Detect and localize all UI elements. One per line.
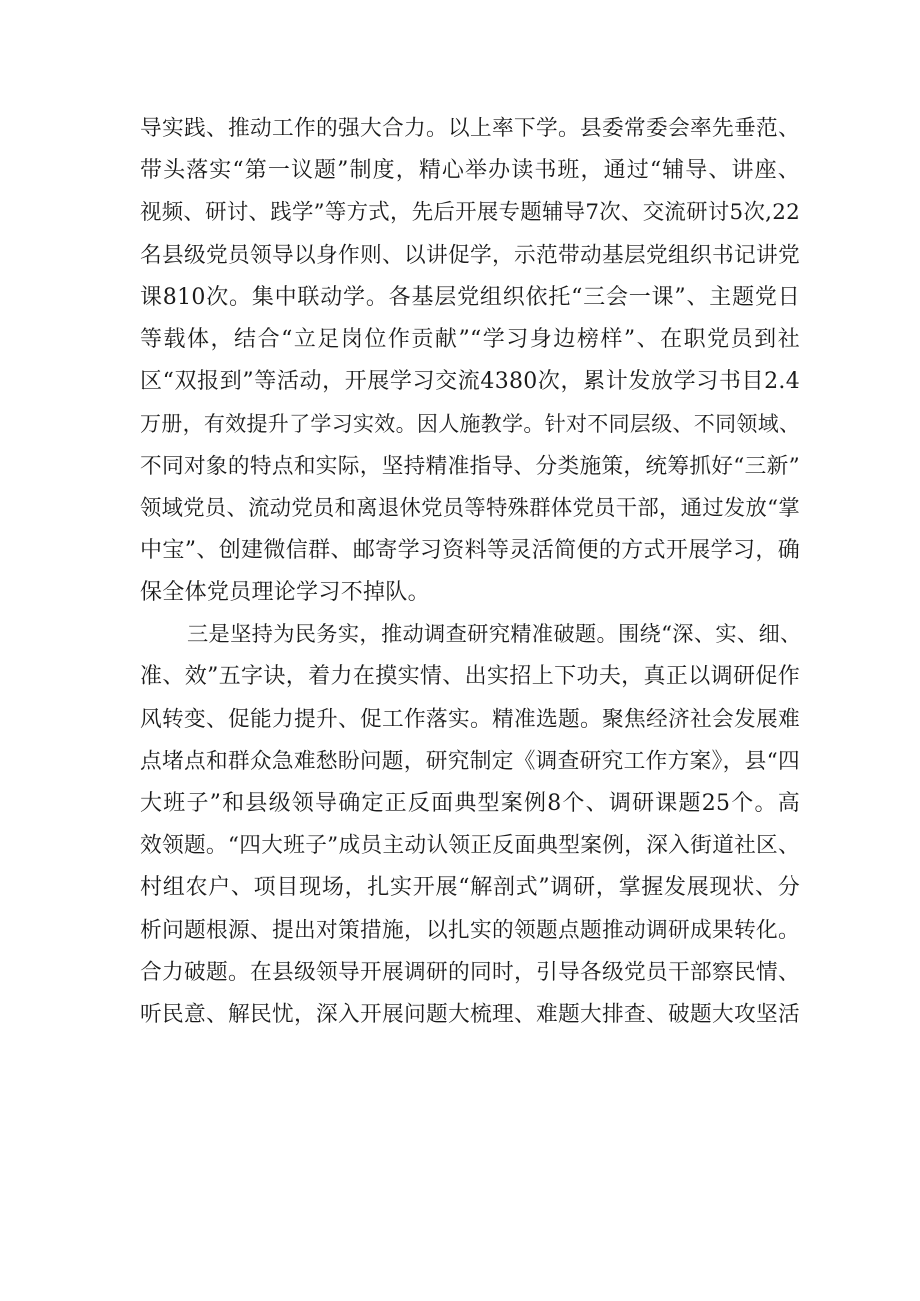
text-line: 大班子”和县级领导确定正反面典型案例8个、调研课题25个。高 bbox=[140, 791, 800, 816]
text-line: 效领题。“四大班子”成员主动认领正反面典型案例，深入街道社区、 bbox=[140, 833, 800, 859]
text-line: 导实践、推动工作的强大合力。以上率下学。县委常委会率先垂范、 bbox=[140, 116, 800, 141]
paragraph-heading-line: 三是坚持为民务实，推动调查研究精准破题。围绕“深、实、细、 bbox=[187, 622, 802, 648]
text-line: 课810次。集中联动学。各基层党组织依托“三会一课”、主题党日 bbox=[140, 284, 800, 310]
text-line: 名县级党员领导以身作则、以讲促学，示范带动基层党组织书记讲党 bbox=[140, 242, 800, 268]
paragraph-study-methods bbox=[140, 108, 800, 614]
text-line: 析问题根源、提出对策措施，以扎实的领题点题推动调研成果转化。 bbox=[140, 917, 800, 943]
text-line: 带头落实“第一议题”制度，精心举办读书班，通过“辅导、讲座、 bbox=[140, 158, 800, 184]
document-body bbox=[140, 108, 800, 1036]
paragraph-research bbox=[140, 614, 800, 1036]
text-line: 不同对象的特点和实际，坚持精准指导、分类施策，统筹抓好“三新” bbox=[140, 453, 800, 479]
text-line: 准、效”五字诀，着力在摸实情、出实招上下功夫，真正以调研促作 bbox=[140, 664, 800, 690]
text-line: 万册，有效提升了学习实效。因人施教学。针对不同层级、不同领域、 bbox=[140, 411, 801, 437]
text-line: 领域党员、流动党员和离退休党员等特殊群体党员干部，通过发放“掌 bbox=[140, 495, 800, 521]
text-line: 保全体党员理论学习不掉队。 bbox=[140, 580, 430, 606]
text-line: 点堵点和群众急难愁盼问题，研究制定《调查研究工作方案》，县“四 bbox=[140, 748, 800, 774]
text-line: 视频、研讨、践学”等方式，先后开展专题辅导7次、交流研讨5次,22 bbox=[140, 200, 801, 226]
text-line: 村组农户、项目现场，扎实开展“解剖式”调研，掌握发展现状、分 bbox=[140, 875, 800, 901]
text-line: 听民意、解民忧，深入开展问题大梳理、难题大排查、破题大攻坚活 bbox=[140, 1001, 800, 1027]
text-line: 区“双报到”等活动，开展学习交流4380次，累计发放学习书目2.4 bbox=[140, 369, 800, 395]
text-line: 中宝”、创建微信群、邮寄学习资料等灵活简便的方式开展学习，确 bbox=[140, 537, 800, 563]
text-line: 合力破题。在县级领导开展调研的同时，引导各级党员干部察民情、 bbox=[140, 959, 800, 985]
text-line: 风转变、促能力提升、促工作落实。精准选题。聚焦经济社会发展难 bbox=[140, 706, 800, 732]
text-line: 等载体，结合“立足岗位作贡献”“学习身边榜样”、在职党员到社 bbox=[140, 326, 800, 352]
